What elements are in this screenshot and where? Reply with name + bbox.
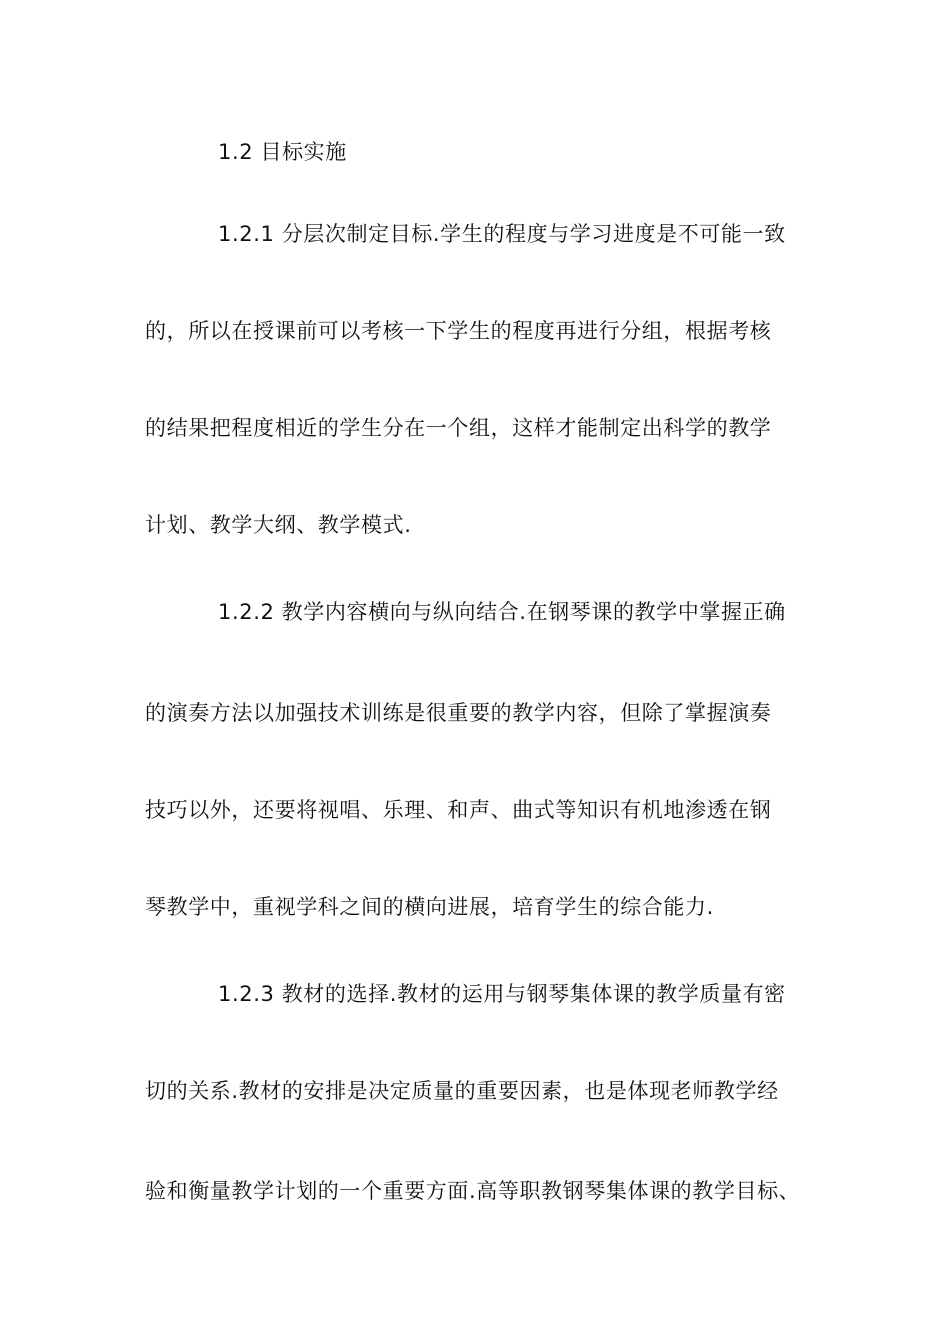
paragraph-1-line-3: 的结果把程度相近的学生分在一个组，这样才能制定出科学的教学 (145, 416, 772, 440)
paragraph-3-line-2: 切的关系.教材的安排是决定质量的重要因素，也是体现老师教学经 (145, 1079, 779, 1103)
paragraph-2-line-3: 技巧以外，还要将视唱、乐理、和声、曲式等知识有机地渗透在钢 (145, 798, 772, 822)
paragraph-1-line-4: 计划、教学大纲、教学模式. (145, 513, 412, 537)
paragraph-1-line-2: 的，所以在授课前可以考核一下学生的程度再进行分组，根据考核 (145, 319, 772, 343)
section-heading: 1.2 目标实施 (218, 140, 347, 164)
paragraph-3-line-1: 1.2.3 教材的选择.教材的运用与钢琴集体课的教学质量有密 (218, 982, 786, 1006)
paragraph-2-line-1: 1.2.2 教学内容横向与纵向结合.在钢琴课的教学中掌握正确 (218, 600, 786, 624)
paragraph-2-line-4: 琴教学中，重视学科之间的横向进展，培育学生的综合能力. (145, 895, 714, 919)
paragraph-1-line-1: 1.2.1 分层次制定目标.学生的程度与学习进度是不可能一致 (218, 222, 786, 246)
paragraph-3-line-3: 验和衡量教学计划的一个重要方面.高等职教钢琴集体课的教学目标、 (145, 1179, 801, 1203)
paragraph-2-line-2: 的演奏方法以加强技术训练是很重要的教学内容，但除了掌握演奏 (145, 701, 772, 725)
